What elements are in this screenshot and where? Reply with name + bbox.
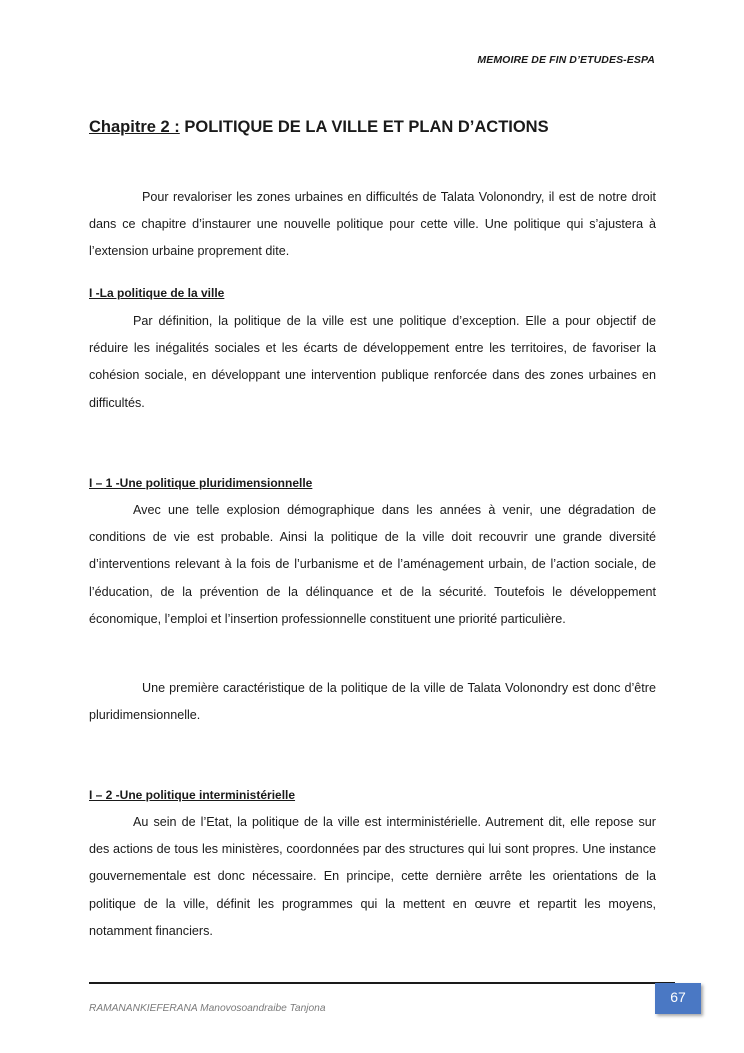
- section-heading-1: I -La politique de la ville: [89, 286, 225, 300]
- running-header: MEMOIRE DE FIN D’ETUDES-ESPA: [477, 54, 655, 66]
- section-1-1-paragraph-1: Avec une telle explosion démographique dans les années à venir, une dégradation de conditions de vie est probable. Ainsi la politique de la ville doit recouvrir une grande diversité d’interventions relevant à la fois de l’urbanisme et de l’aménagement urbain, de l’action sociale, de l’éducation, de la prévention de la délinquance et de la sécurité. Toutefois le développement économique, l’emploi et l’insertion professionnelle constituent une priorité particulière.: [89, 503, 656, 626]
- section-1-1-paragraph-2: Une première caractéristique de la politique de la ville de Talata Volonondry est donc d’être pluridimensionnelle.: [89, 681, 656, 723]
- intro-paragraph: Pour revaloriser les zones urbaines en difficultés de Talata Volonondry, il est de notre droit dans ce chapitre d’instaurer une nouvelle politique pour cette ville. Une politique qui s’ajustera à l’extension urbaine proprement dite.: [89, 190, 656, 259]
- chapter-title: [89, 118, 549, 137]
- footer-author: RAMANANKIEFERANA Manovosoandraibe Tanjona: [89, 1003, 326, 1014]
- section-heading-1-2: I – 2 -Une politique interministérielle: [89, 788, 296, 802]
- chapter-label: Chapitre 2 :: [89, 118, 180, 136]
- page-number: 67: [655, 983, 701, 1014]
- section-heading-1-1: I – 1 -Une politique pluridimensionnelle: [89, 476, 313, 490]
- chapter-heading: POLITIQUE DE LA VILLE ET PLAN D’ACTIONS: [184, 118, 549, 136]
- section-1-paragraph: Par définition, la politique de la ville est une politique d’exception. Elle a pour objectif de réduire les inégalités sociales et les écarts de développement entre les territoires, de favoriser la cohésion sociale, en développant une intervention publique renforcée dans des zones urbaines en difficultés.: [89, 314, 656, 410]
- footer-divider: [89, 982, 675, 984]
- section-1-2-paragraph: Au sein de l’Etat, la politique de la ville est interministérielle. Autrement dit, elle repose sur des actions de tous les ministères, coordonnées par des structures qui lui sont propres. Une instance gouvernementale est donc nécessaire. En principe, cette dernière arrête les orientations de la politique de la ville, définit les programmes qui la mettent en œuvre et repartit les moyens, notamment financiers.: [89, 815, 656, 938]
